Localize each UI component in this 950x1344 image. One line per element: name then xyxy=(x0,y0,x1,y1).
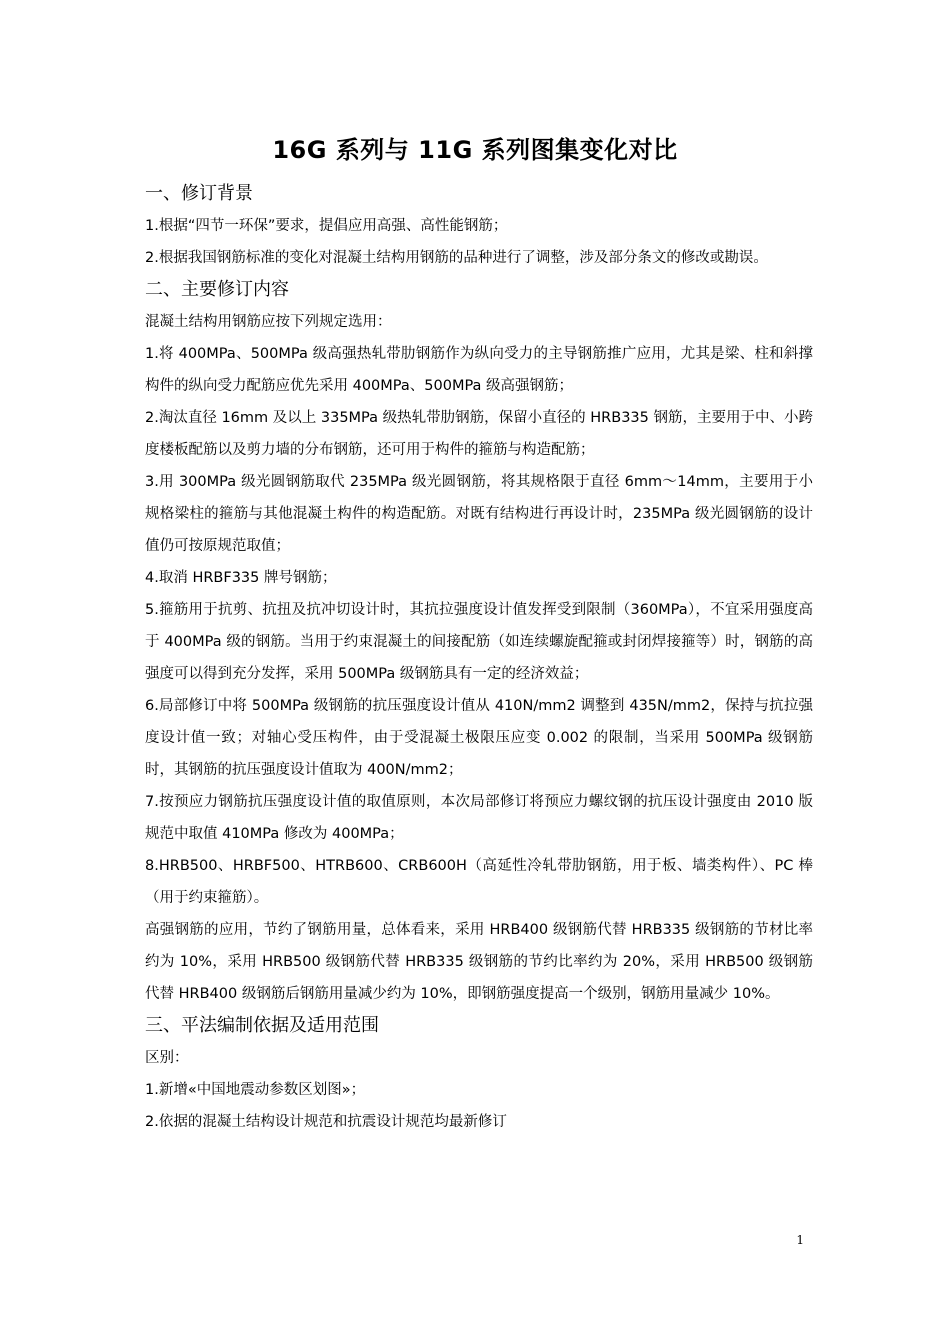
paragraph: 2.淘汰直径 16mm 及以上 335MPa 级热轧带肋钢筋，保留小直径的 HRB335 钢筋，主要用于中、小跨度楼板配筋以及剪力墙的分布钢筋，还可用于构件的箍筋与构造配筋； xyxy=(145,410,813,458)
paragraph: 3.用 300MPa 级光圆钢筋取代 235MPa 级光圆钢筋，将其规格限于直径 6mm～14mm，主要用于小规格梁柱的箍筋与其他混凝土构件的构造配筋。对既有结构进行再设计时，235MPa 级光圆钢筋的设计值仍可按原规范取值； xyxy=(145,474,813,554)
paragraph: 1.将 400MPa、500MPa 级高强热轧带肋钢筋作为纵向受力的主导钢筋推广应用，尤其是梁、柱和斜撑构件的纵向受力配筋应优先采用 400MPa、500MPa 级高强钢筋； xyxy=(145,346,813,394)
document-body xyxy=(145,178,813,1138)
section-main-revisions xyxy=(145,274,813,1010)
section-heading: 一、修订背景 xyxy=(145,183,253,204)
section-basis-and-scope xyxy=(145,1010,813,1138)
page-number: 1 xyxy=(796,1233,804,1247)
document-title: 16G 系列与 11G 系列图集变化对比 xyxy=(272,136,678,165)
section-heading: 三、平法编制依据及适用范围 xyxy=(145,1015,379,1036)
paragraph: 1.新增«中国地震动参数区划图»； xyxy=(145,1082,366,1098)
paragraph: 1.根据“四节一环保”要求，提倡应用高强、高性能钢筋； xyxy=(145,218,508,234)
paragraph: 5.箍筋用于抗剪、抗扭及抗冲切设计时，其抗拉强度设计值发挥受到限制（360MPa），不宜采用强度高于 400MPa 级的钢筋。当用于约束混凝土的间接配筋（如连续螺旋配箍或封闭焊接箍等）时，钢筋的高强度可以得到充分发挥，采用 500MPa 级钢筋具有一定的经济效益； xyxy=(145,602,813,682)
paragraph: 区别： xyxy=(145,1050,189,1066)
paragraph: 8.HRB500、HRBF500、HTRB600、CRB600H（高延性冷轧带肋钢筋，用于板、墙类构件）、PC 棒（用于约束箍筋）。 xyxy=(145,858,813,906)
paragraph: 7.按预应力钢筋抗压强度设计值的取值原则，本次局部修订将预应力螺纹钢的抗压设计强度由 2010 版规范中取值 410MPa 修改为 400MPa； xyxy=(145,794,813,842)
paragraph: 2.根据我国钢筋标准的变化对混凝土结构用钢筋的品种进行了调整，涉及部分条文的修改或勘误。 xyxy=(145,250,768,266)
section-revision-background xyxy=(145,178,813,274)
paragraph: 4.取消 HRBF335 牌号钢筋； xyxy=(145,570,337,586)
paragraph: 高强钢筋的应用，节约了钢筋用量，总体看来，采用 HRB400 级钢筋代替 HRB335 级钢筋的节材比率约为 10%，采用 HRB500 级钢筋代替 HRB335 级钢筋的节约比率约为 20%，采用 HRB500 级钢筋代替 HRB400 级钢筋后钢筋用量减少约为 10%，即钢筋强度提高一个级别，钢筋用量减少 10%。 xyxy=(145,922,813,1002)
paragraph: 2.依据的混凝土结构设计规范和抗震设计规范均最新修订 xyxy=(145,1114,507,1130)
paragraph: 6.局部修订中将 500MPa 级钢筋的抗压强度设计值从 410N/mm2 调整到 435N/mm2，保持与抗拉强度设计值一致；对轴心受压构件，由于受混凝土极限压应变 0.002 的限制，当采用 500MPa 级钢筋时，其钢筋的抗压强度设计值取为 400N/mm2； xyxy=(145,698,813,778)
section-heading: 二、主要修订内容 xyxy=(145,279,289,300)
paragraph: 混凝土结构用钢筋应按下列规定选用： xyxy=(145,314,392,330)
